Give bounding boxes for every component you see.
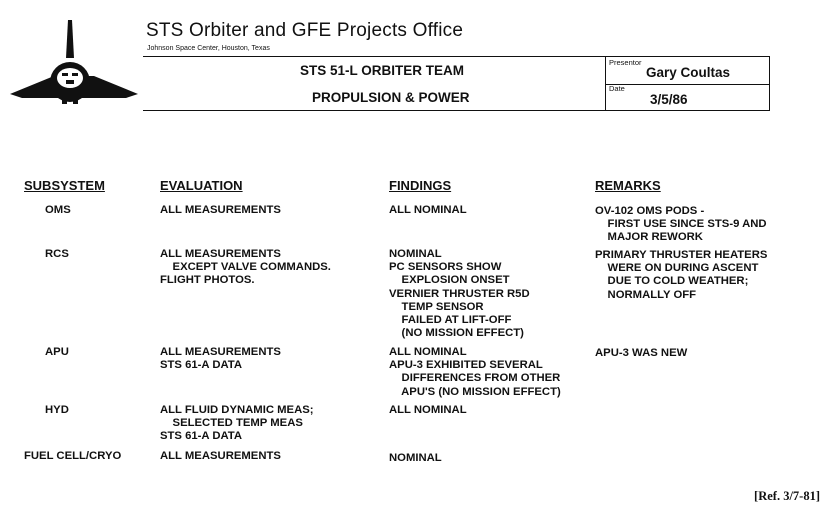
header-subsystem: SUBSYSTEM [24, 178, 105, 193]
row-hyd-subsystem: HYD [45, 404, 69, 416]
row-oms-findings: ALL NOMINAL [389, 204, 467, 216]
team-title: STS 51-L ORBITER TEAM [300, 63, 465, 78]
row-rcs-findings: NOMINAL PC SENSORS SHOW EXPLOSION ONSET VERNIER THRUSTER R5D TEMP SENSOR FAILED AT LIFT-OFF (NO MISSION EFFECT) [389, 248, 530, 340]
row-rcs-remarks: PRIMARY THRUSTER HEATERS WERE ON DURING ASCENT DUE TO COLD WEATHER; NORMALLY OFF [595, 249, 768, 301]
row-apu-evaluation: ALL MEASUREMENTS STS 61-A DATA [160, 346, 281, 372]
presenter-name: Gary Coultas [646, 65, 731, 80]
row-hyd-evaluation: ALL FLUID DYNAMIC MEAS; SELECTED TEMP MEAS STS 61-A DATA [160, 404, 314, 443]
space-shuttle-icon [8, 18, 140, 104]
header-rule-top [143, 56, 605, 57]
header-remarks: REMARKS [595, 178, 661, 193]
row-hyd-findings: ALL NOMINAL [389, 404, 467, 416]
row-fuelcell-findings: NOMINAL [389, 452, 442, 464]
header-rule-bottom [143, 110, 605, 111]
row-fuelcell-subsystem: FUEL CELL/CRYO [24, 450, 122, 462]
row-apu-findings: ALL NOMINAL APU-3 EXHIBITED SEVERAL DIFFERENCES FROM OTHER APU'S (NO MISSION EFFECT) [389, 346, 561, 398]
group-title: PROPULSION & POWER [312, 90, 470, 105]
row-rcs-subsystem: RCS [45, 248, 69, 260]
row-rcs-evaluation: ALL MEASUREMENTS EXCEPT VALVE COMMANDS. FLIGHT PHOTOS. [160, 248, 331, 287]
date-box [605, 83, 770, 111]
row-fuelcell-evaluation: ALL MEASUREMENTS [160, 450, 281, 462]
row-oms-evaluation: ALL MEASUREMENTS [160, 204, 281, 216]
row-oms-subsystem: OMS [45, 204, 71, 216]
header-findings: FINDINGS [389, 178, 452, 193]
header-evaluation: EVALUATION [160, 178, 243, 193]
row-oms-remarks: OV-102 OMS PODS - FIRST USE SINCE STS-9 AND MAJOR REWORK [595, 205, 767, 244]
date-value: 3/5/86 [650, 92, 688, 107]
date-label: Date [609, 84, 625, 93]
presenter-box [605, 56, 770, 85]
row-apu-remarks: APU-3 WAS NEW [595, 347, 688, 359]
office-title: STS Orbiter and GFE Projects Office [146, 20, 464, 41]
presenter-label: Presentor [609, 58, 642, 67]
reference-note: [Ref. 3/7-81] [754, 489, 820, 503]
row-apu-subsystem: APU [45, 346, 69, 358]
office-subtitle: Johnson Space Center, Houston, Texas [147, 45, 270, 52]
